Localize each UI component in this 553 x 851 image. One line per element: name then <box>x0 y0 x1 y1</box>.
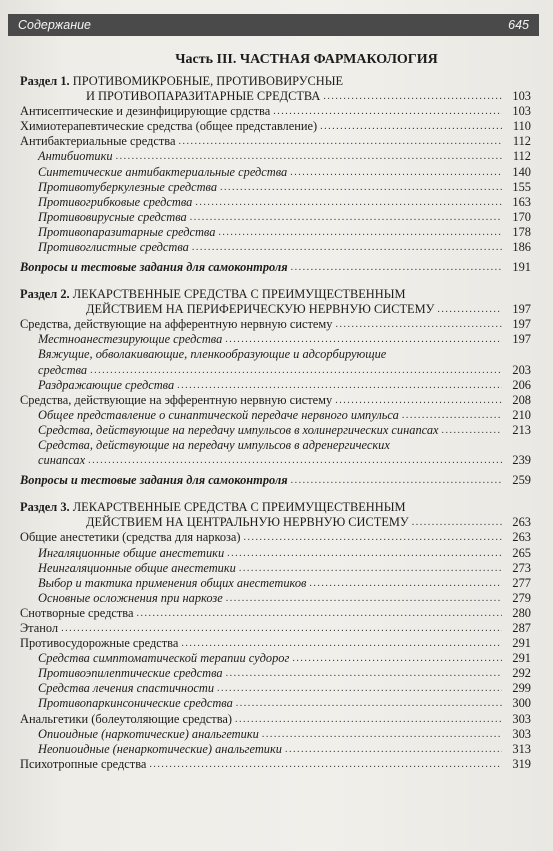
section-title-line2-page: 197 <box>512 302 531 317</box>
leader-dots <box>273 104 502 119</box>
toc-subentry[interactable] <box>20 378 531 393</box>
toc-subentry-text: Общее представление о синаптической передаче нервного импульса <box>38 407 399 422</box>
toc-subentry-text: Противотуберкулезные средства <box>38 179 218 194</box>
leader-dots <box>291 260 502 275</box>
leader-dots <box>442 423 502 438</box>
section-title-line1: ЛЕКАРСТВЕННЫЕ СРЕДСТВА С ПРЕИМУЩЕСТВЕННЫМ <box>72 500 406 515</box>
toc-subentry-page: 178 <box>512 224 531 239</box>
toc-subentry-text: Раздражающие средства <box>38 377 175 392</box>
table-of-contents <box>20 74 531 772</box>
section-label: Раздел 2. <box>20 287 70 302</box>
toc-entry-page: 103 <box>512 104 531 119</box>
leader-dots <box>236 696 502 711</box>
toc-entry-text: Средства, действующие на афферентную нервную систему <box>20 317 333 332</box>
toc-subentry-text: Противогрибковые средства <box>38 194 193 209</box>
toc-entry-wrapped[interactable]: Вяжущие, обволакивающие, пленкообразующие и адсорбирующие <box>38 347 387 362</box>
toc-entry-text: Химиотерапевтические средства (общее представление) <box>20 119 318 134</box>
toc-entry-page: 287 <box>512 621 531 635</box>
toc-subentry-text: Средства лечения спастичности <box>38 681 215 696</box>
toc-subentry-page: 210 <box>512 407 531 422</box>
leader-dots <box>181 636 502 651</box>
toc-subentry-page: 203 <box>512 362 531 377</box>
toc-subentry[interactable] <box>20 453 531 468</box>
toc-entry-page: 112 <box>512 134 531 149</box>
toc-subentry-text: Неопиоидные (ненаркотические) анальгетики <box>38 741 282 756</box>
leader-dots <box>226 591 502 606</box>
toc-subentry-text: Противопаразитарные средства <box>38 224 216 239</box>
section-title-line1: ЛЕКАРСТВЕННЫЕ СРЕДСТВА С ПРЕИМУЩЕСТВЕННЫМ <box>72 287 406 302</box>
leader-dots <box>220 180 502 195</box>
toc-entry-page: 303 <box>512 711 531 726</box>
section-title-line2[interactable] <box>20 89 531 104</box>
toc-subentry-page: 140 <box>512 164 531 179</box>
toc-subentry-text: Антибиотики <box>38 149 113 164</box>
leader-dots <box>116 149 502 164</box>
toc-subentry[interactable] <box>20 727 531 742</box>
leader-dots <box>235 712 502 727</box>
toc-entry-text: Средства, действующие на эфферентную нервную систему <box>20 392 333 407</box>
toc-entry-text: Противосудорожные средства <box>20 636 179 651</box>
toc-subentry-page: 273 <box>512 560 531 575</box>
section-title-line2-text: ДЕЙСТВИЕМ НА ЦЕНТРАЛЬНУЮ НЕРВНУЮ СИСТЕМУ <box>86 515 409 530</box>
toc-subentry-text: Противопаркинсонические средства <box>38 696 233 711</box>
section-title-line2-text: И ПРОТИВОПАРАЗИТАРНЫЕ СРЕДСТВА <box>86 89 321 104</box>
toc-entry[interactable] <box>20 757 531 772</box>
toc-subentry[interactable] <box>20 561 531 576</box>
toc-subentry-text: Средства симптоматической терапии судорог <box>38 651 290 666</box>
section-heading[interactable] <box>20 74 531 89</box>
self-test-entry-text: Вопросы и тестовые задания для самоконтроля <box>20 473 288 488</box>
toc-entry-page: 319 <box>512 756 531 771</box>
toc-subentry[interactable] <box>20 180 531 195</box>
toc-subentry-page: 299 <box>512 681 531 696</box>
leader-dots <box>335 393 502 408</box>
toc-entry-text: Психотропные средства <box>20 756 147 771</box>
toc-subentry-text: Противовирусные средства <box>38 209 187 224</box>
leader-dots <box>290 165 502 180</box>
toc-entry[interactable] <box>20 317 531 332</box>
leader-dots <box>335 317 502 332</box>
toc-subentry[interactable] <box>20 591 531 606</box>
toc-subentry[interactable] <box>20 696 531 711</box>
leader-dots <box>291 473 502 488</box>
running-header <box>8 14 539 36</box>
toc-subentry-text: Противоглистные средства <box>38 240 189 255</box>
toc-subentry-text: Противоэпилептические средства <box>38 666 223 681</box>
toc-subentry[interactable] <box>20 332 531 347</box>
toc-entry[interactable] <box>20 134 531 149</box>
toc-subentry-page: 197 <box>512 332 531 347</box>
toc-subentry-text: Неингаляционные общие анестетики <box>38 560 236 575</box>
toc-entry-wrapped[interactable]: Средства, действующие на передачу импульсов в адренергических <box>38 437 390 452</box>
toc-subentry-page: 265 <box>512 545 531 560</box>
leader-dots <box>402 408 502 423</box>
section-title-line2[interactable] <box>20 302 531 317</box>
toc-subentry-text: Выбор и тактика применения общих анестетиков <box>38 575 307 590</box>
toc-entry-page: 291 <box>512 636 531 651</box>
toc-subentry-page: 213 <box>512 422 531 437</box>
toc-subentry-page: 292 <box>512 666 531 681</box>
leader-dots <box>90 363 502 378</box>
leader-dots <box>227 546 502 561</box>
toc-subentry[interactable] <box>20 210 531 225</box>
toc-entry-text: Антибактериальные средства <box>20 134 176 149</box>
leader-dots <box>262 727 502 742</box>
toc-subentry-text: средства <box>38 362 88 377</box>
page-number: 645 <box>508 18 529 32</box>
leader-dots <box>178 134 502 149</box>
section-heading[interactable] <box>20 500 531 515</box>
toc-subentry[interactable] <box>20 651 531 666</box>
leader-dots <box>239 561 502 576</box>
toc-subentry[interactable] <box>20 545 531 560</box>
toc-subentry-page: 186 <box>512 240 531 255</box>
toc-subentry[interactable] <box>20 240 531 255</box>
leader-dots <box>285 742 502 757</box>
leader-dots <box>218 225 502 240</box>
section-title-line1: ПРОТИВОМИКРОБНЫЕ, ПРОТИВОВИРУСНЫЕ <box>72 74 344 88</box>
toc-subentry-text: Местноанестезирующие средства <box>38 332 223 347</box>
toc-subentry-text: Ингаляционные общие анестетики <box>38 545 225 560</box>
toc-entry[interactable] <box>20 104 531 119</box>
leader-dots <box>190 210 502 225</box>
section-title-line2[interactable] <box>20 515 531 530</box>
toc-subentry-text: Опиоидные (наркотические) анальгетики <box>38 726 259 741</box>
toc-subentry-page: 112 <box>512 149 531 164</box>
toc-entry-text: Снотворные средства <box>20 605 134 620</box>
leader-dots <box>412 515 502 530</box>
toc-subentry-text: Средства, действующие на передачу импульсов в холинергических синапсах <box>38 422 439 437</box>
section-title-line2-text: ДЕЙСТВИЕМ НА ПЕРИФЕРИЧЕСКУЮ НЕРВНУЮ СИСТЕМУ <box>86 302 435 317</box>
toc-entry-page: 208 <box>512 392 531 407</box>
toc-subentry[interactable] <box>20 363 531 378</box>
toc-subentry[interactable] <box>20 423 531 438</box>
leader-dots <box>88 453 502 468</box>
leader-dots <box>61 621 502 636</box>
toc-entry-text: Антисептические и дезинфицирующие срдства <box>20 104 271 119</box>
self-test-entry[interactable] <box>20 260 531 275</box>
toc-subentry[interactable] <box>20 195 531 210</box>
toc-subentry-page: 155 <box>512 179 531 194</box>
toc-entry[interactable] <box>20 606 531 621</box>
toc-entry[interactable] <box>20 621 531 636</box>
toc-entry-page: 280 <box>512 605 531 620</box>
section-label: Раздел 1. <box>20 74 70 88</box>
self-test-entry-page: 259 <box>512 473 531 488</box>
toc-subentry-text: Синтетические антибактериальные средства <box>38 164 288 179</box>
toc-entry-text: Общие анестетики (средства для наркоза) <box>20 530 241 545</box>
toc-subentry[interactable] <box>20 666 531 681</box>
toc-subentry[interactable] <box>20 149 531 164</box>
toc-subentry-page: 239 <box>512 453 531 468</box>
leader-dots <box>292 651 502 666</box>
header-title: Содержание <box>18 18 91 32</box>
toc-subentry-page: 303 <box>512 726 531 741</box>
toc-entry-page: 197 <box>512 317 531 332</box>
self-test-entry[interactable] <box>20 473 531 488</box>
toc-entry-text: Анальгетики (болеутоляющие средства) <box>20 711 233 726</box>
leader-dots <box>225 332 502 347</box>
leader-dots <box>437 302 502 317</box>
toc-entry-text: Этанол <box>20 621 59 635</box>
toc-entry[interactable] <box>20 393 531 408</box>
toc-subentry[interactable] <box>20 681 531 696</box>
section-heading[interactable] <box>20 287 531 302</box>
leader-dots <box>320 119 502 134</box>
toc-subentry[interactable] <box>20 408 531 423</box>
toc-subentry[interactable] <box>20 225 531 240</box>
leader-dots <box>217 681 502 696</box>
leader-dots <box>195 195 502 210</box>
leader-dots <box>137 606 503 621</box>
toc-entry[interactable] <box>20 636 531 651</box>
leader-dots <box>177 378 502 393</box>
self-test-entry-text: Вопросы и тестовые задания для самоконтроля <box>20 260 288 275</box>
leader-dots <box>323 89 502 104</box>
toc-entry[interactable] <box>20 119 531 134</box>
self-test-entry-page: 191 <box>512 260 531 275</box>
section-title-line2-page: 263 <box>512 515 531 530</box>
toc-entry-page: 110 <box>512 119 531 134</box>
leader-dots <box>149 757 502 772</box>
toc-subentry-page: 300 <box>512 696 531 711</box>
toc-subentry-page: 291 <box>512 651 531 666</box>
toc-subentry-text: синапсах <box>38 453 86 468</box>
toc-subentry-page: 279 <box>512 590 531 605</box>
leader-dots <box>226 666 502 681</box>
section-label: Раздел 3. <box>20 500 70 515</box>
toc-subentry-text: Основные осложнения при наркозе <box>38 590 223 605</box>
toc-subentry-page: 277 <box>512 575 531 590</box>
leader-dots <box>244 530 502 545</box>
section-title-line2-page: 103 <box>512 89 531 104</box>
toc-subentry-page: 206 <box>512 377 531 392</box>
toc-entry[interactable] <box>20 530 531 545</box>
part-title: Часть III. ЧАСТНАЯ ФАРМАКОЛОГИЯ <box>175 52 438 67</box>
toc-subentry[interactable] <box>20 576 531 591</box>
toc-subentry[interactable] <box>20 164 531 179</box>
toc-entry[interactable] <box>20 711 531 726</box>
toc-subentry[interactable] <box>20 742 531 757</box>
toc-entry-page: 263 <box>512 530 531 545</box>
toc-subentry-page: 313 <box>512 741 531 756</box>
leader-dots <box>309 576 502 591</box>
toc-subentry-page: 163 <box>512 194 531 209</box>
toc-subentry-page: 170 <box>512 209 531 224</box>
leader-dots <box>192 240 502 255</box>
